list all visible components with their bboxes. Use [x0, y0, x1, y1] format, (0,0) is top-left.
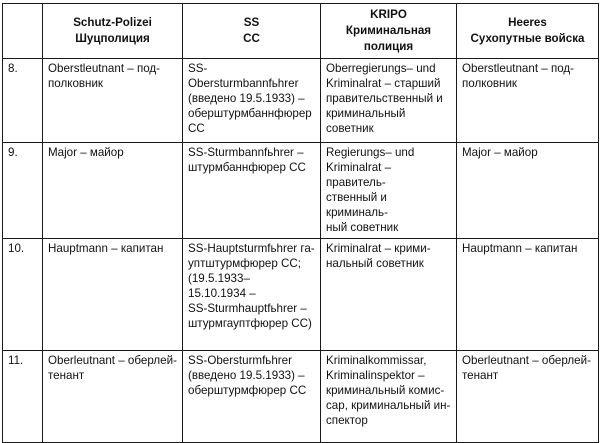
cell-text: Hauptmann – капитан	[48, 242, 164, 255]
cell-text: SS-Obersturmbannfьhrer (введено 19.5.1933) – оберштурмбаннфюрер СС	[188, 62, 312, 135]
header-number	[3, 4, 43, 59]
rank-comparison-table	[2, 3, 599, 443]
cell-ss	[183, 143, 321, 239]
header-ss-ru: СС	[243, 32, 260, 45]
header-heeres-de: Heeres	[508, 16, 547, 29]
cell-kripo	[321, 239, 457, 351]
table-row	[3, 143, 599, 239]
cell-text: Oberstleutnant – под- полковник	[462, 62, 575, 90]
cell-heeres	[457, 143, 599, 239]
cell-kripo	[321, 351, 457, 443]
cell-ss	[183, 351, 321, 443]
cell-heeres	[457, 351, 599, 443]
table-row	[3, 351, 599, 443]
row-number: 10.	[3, 239, 43, 351]
cell-ss	[183, 59, 321, 143]
cell-text: Hauptmann – капитан	[462, 242, 578, 255]
cell-ss	[183, 239, 321, 351]
table-row	[3, 59, 599, 143]
cell-text: SS-Hauptsturmfьhrer га- уптштурмфюрер СС; (19.5.1933– 15.10.1934 – SS-Sturmhauptfьhrer – штурмгауптфюрер СС)	[188, 242, 315, 330]
row-number: 9.	[3, 143, 43, 239]
cell-text: Oberleutnant – оберлей- тенант	[48, 354, 177, 382]
cell-kripo	[321, 59, 457, 143]
cell-schutz-polizei	[43, 59, 183, 143]
header-schutz-polizei-ru: Шуцполиция	[75, 32, 150, 45]
header-kripo-ru: Криминальная полиция	[345, 24, 432, 53]
cell-text: Kriminalkommissar, Kriminalinspektor – криминальный комис- сар, криминальный ин- спектор	[326, 354, 451, 427]
header-schutz-polizei	[43, 4, 183, 59]
cell-kripo	[321, 143, 457, 239]
header-row	[3, 4, 599, 59]
cell-heeres	[457, 239, 599, 351]
header-heeres-ru: Сухопутные войска	[470, 32, 585, 45]
cell-text: Major – майор	[462, 146, 538, 159]
header-kripo	[321, 4, 457, 59]
cell-text: Regierungs– und Kriminalrat – правитель- ственный и криминаль- ный советник	[326, 146, 415, 234]
cell-text: Major – майор	[48, 146, 124, 159]
table-row	[3, 239, 599, 351]
cell-schutz-polizei	[43, 143, 183, 239]
cell-text: Kriminalrat – крими- нальный советник	[326, 242, 431, 270]
cell-heeres	[457, 59, 599, 143]
cell-text: SS-Obersturmfьhrer (введено 19.5.1933) – оберштурмфюрер СС	[188, 354, 307, 397]
cell-text: Oberstleutnant – под- полковник	[48, 62, 161, 90]
cell-text: Oberregierungs– und Kriminalrat – старший правительственный и криминальный советник	[326, 62, 443, 135]
header-ss	[183, 4, 321, 59]
header-schutz-polizei-de: Schutz-Polizei	[73, 16, 152, 29]
cell-text: SS-Sturmbannfьhrer – штурмбаннфюрер СС	[188, 146, 306, 174]
header-heeres	[457, 4, 599, 59]
row-number: 8.	[3, 59, 43, 143]
cell-schutz-polizei	[43, 239, 183, 351]
cell-text: Oberleutnant – оберлей- тенант	[462, 354, 591, 382]
row-number: 11.	[3, 351, 43, 443]
header-kripo-de: KRIPO	[370, 8, 407, 21]
cell-schutz-polizei	[43, 351, 183, 443]
header-ss-de: SS	[243, 16, 260, 29]
